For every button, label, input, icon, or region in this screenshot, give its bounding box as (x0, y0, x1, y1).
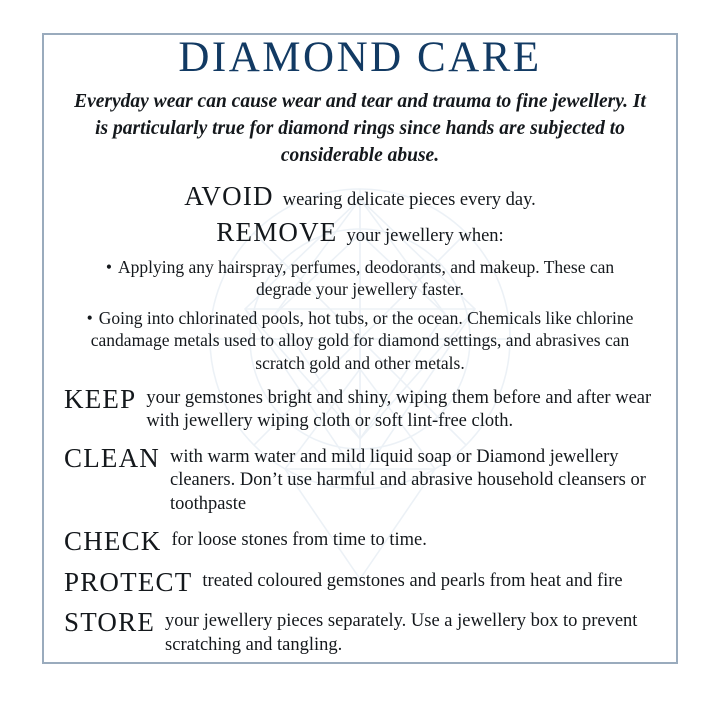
protect-text: treated coloured gemstones and pearls from heat and fire (202, 570, 623, 591)
bullet-marker: • (105, 257, 112, 278)
store-text: your jewellery pieces separately. Use a jewellery box to prevent scratching and tangling. (165, 611, 638, 655)
keep-section (64, 383, 662, 434)
list-item-text: Going into chlorinated pools, hot tubs, or the ocean. Chemicals like chlorine candamage metals used to alloy gold for diamond settings, and abrasives can scratch gold and other metals. (90, 308, 634, 373)
bullet-marker: • (86, 308, 93, 329)
clean-text: with warm water and mild liquid soap or Diamond jewellery cleaners. Don’t use harmful and abrasive household cleansers or toothpaste (170, 447, 646, 514)
intro-paragraph: Everyday wear can cause wear and tear and trauma to fine jewellery. It is particularly true for diamond rings since hands are subjected to considerable abuse. (74, 91, 646, 166)
page-title: DIAMOND CARE (178, 34, 542, 81)
remove-section (50, 218, 670, 248)
remove-bullet-list (84, 256, 636, 373)
check-section (64, 525, 662, 557)
protect-keyword: PROTECT (64, 566, 193, 597)
clean-keyword: CLEAN (64, 443, 160, 474)
avoid-text: wearing delicate pieces every day. (282, 189, 536, 210)
list-item (84, 307, 636, 373)
keep-keyword: KEEP (64, 383, 137, 414)
remove-text: your jewellery when: (346, 226, 504, 247)
store-keyword: STORE (64, 607, 156, 638)
list-item-text: Applying any hairspray, perfumes, deodorants, and makeup. These can degrade your jewellery faster. (117, 257, 615, 300)
check-keyword: CHECK (64, 526, 162, 557)
avoid-keyword: AVOID (184, 180, 274, 211)
store-section (64, 606, 662, 657)
clean-section (64, 442, 662, 516)
avoid-section (50, 182, 670, 212)
remove-keyword: REMOVE (216, 217, 338, 248)
check-text: for loose stones from time to time. (171, 530, 427, 551)
keep-text: your gemstones bright and shiny, wiping them before and after wear with jewellery wiping cloth or soft lint-free cloth. (146, 387, 652, 431)
list-item (84, 256, 636, 300)
protect-section (64, 566, 662, 598)
